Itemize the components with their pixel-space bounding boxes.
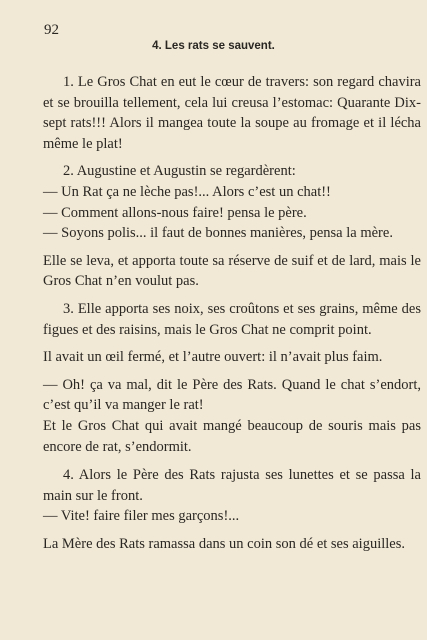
dialogue-line: — Un Rat ça ne lèche pas!... Alors c’est un chat!! xyxy=(43,183,331,200)
dialogue-line: — Oh! ça va mal, dit le Père des Rats. Quand le chat s’endort, c’est qu’il va manger le rat! xyxy=(43,376,421,414)
paragraph-2: 2. Augustine et Augustin se regardèrent: xyxy=(63,163,296,180)
paragraph: Il avait un œil fermé, et l’autre ouvert: il n’avait plus faim. xyxy=(43,349,383,366)
dialogue-line: — Vite! faire filer mes garçons!... xyxy=(43,508,240,525)
body-text xyxy=(43,72,421,561)
chapter-title: 4. Les rats se sauvent. xyxy=(152,40,275,52)
paragraph: La Mère des Rats ramassa dans un coin son dé et ses aiguilles. xyxy=(43,535,406,552)
paragraph-4: 4. Alors le Père des Rats rajusta ses lunettes et se passa la main sur le front. xyxy=(43,467,421,504)
dialogue-line: — Soyons polis... il faut de bonnes manières, pensa la mère. xyxy=(43,225,393,242)
dialogue-line: — Comment allons-nous faire! pensa le père. xyxy=(43,204,307,221)
page-number: 92 xyxy=(44,22,59,38)
paragraph: Et le Gros Chat qui avait mangé beaucoup de souris mais pas encore de rat, s’endormit. xyxy=(43,417,421,455)
paragraph-3: 3. Elle apporta ses noix, ses croûtons et ses grains, même des figues et des raisins, mais le Gros Chat ne comprit point. xyxy=(43,300,421,338)
paragraph-1: 1. Le Gros Chat en eut le cœur de travers: son regard chavira et se brouilla tellement, cela lui creusa l’estomac: Quarante Dix-sept rats!!! Alors il mangea toute la soupe au fromage et il lécha même le plat! xyxy=(43,74,421,152)
paragraph: Elle se leva, et apporta toute sa réserve de suif et de lard, mais le Gros Chat n’en voulut pas. xyxy=(43,252,421,290)
